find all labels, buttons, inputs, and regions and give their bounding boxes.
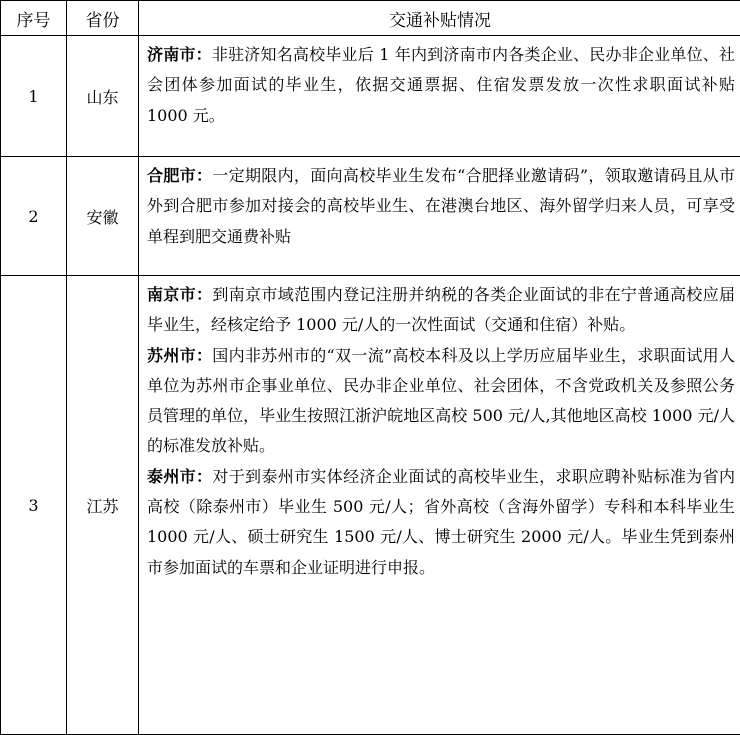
row-content	[139, 36, 740, 157]
city-name: 济南市：	[147, 45, 212, 64]
city-name: 泰州市：	[147, 467, 212, 486]
row-content	[139, 276, 740, 735]
row-province: 安徽	[67, 157, 139, 276]
city-name: 合肥市：	[147, 166, 212, 185]
row-number: 3	[1, 276, 67, 735]
header-province: 省份	[67, 1, 139, 36]
city-name: 苏州市：	[147, 346, 212, 365]
table-row	[1, 276, 740, 735]
city-policy-text: 到南京市域范围内登记注册并纳税的各类企业面试的非在宁普通高校应届毕业生，经核定给予 1000 元/人的一次性面试（交通和住宿）补贴。	[147, 285, 735, 334]
city-paragraph	[147, 462, 735, 583]
row-province: 山东	[67, 36, 139, 157]
city-paragraph	[147, 341, 735, 462]
header-info: 交通补贴情况	[139, 1, 740, 36]
header-row	[1, 1, 740, 36]
table-row	[1, 36, 740, 157]
city-policy-text: 一定期限内，面向高校毕业生发布“合肥择业邀请码”，领取邀请码且从市外到合肥市参加对接会的高校毕业生、在港澳台地区、海外留学归来人员，可享受单程到肥交通费补贴	[147, 166, 735, 246]
city-policy-text: 国内非苏州市的“双一流”高校本科及以上学历应届毕业生，求职面试用人单位为苏州市企事业单位、民办非企业单位、社会团体，不含党政机关及参照公务员管理的单位，毕业生按照江浙沪皖地区高校 500 元/人,其他地区高校 1000 元/人的标准发放补贴。	[147, 346, 735, 456]
row-content	[139, 157, 740, 276]
city-paragraph	[147, 280, 735, 341]
city-policy-text: 对于到泰州市实体经济企业面试的高校毕业生，求职应聘补贴标准为省内高校（除泰州市）毕业生 500 元/人；省外高校（含海外留学）专科和本科毕业生 1000 元/人、硕士研究生 1500 元/人、博士研究生 2000 元/人。毕业生凭到泰州市参加面试的车票和企业证明进行申报。	[147, 467, 735, 577]
row-number: 2	[1, 157, 67, 276]
city-policy-text: 非驻济知名高校毕业后 1 年内到济南市内各类企业、民办非企业单位、社会团体参加面试的毕业生，依据交通票据、住宿发票发放一次性求职面试补贴 1000 元。	[147, 45, 735, 125]
table-row	[1, 157, 740, 276]
city-paragraph	[147, 40, 735, 131]
row-number: 1	[1, 36, 67, 157]
city-name: 南京市：	[147, 285, 212, 304]
row-province: 江苏	[67, 276, 139, 735]
header-no: 序号	[1, 1, 67, 36]
city-paragraph	[147, 161, 735, 252]
